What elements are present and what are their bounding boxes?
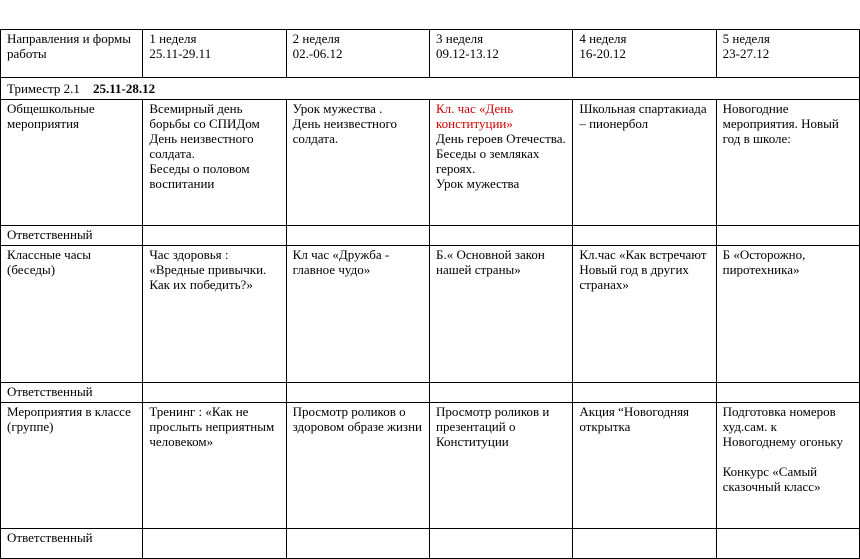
table-cell-week-3 bbox=[429, 100, 572, 226]
table-row bbox=[1, 100, 860, 226]
table-cell bbox=[573, 383, 716, 403]
table-row bbox=[1, 226, 860, 246]
week-5-dates: 23-27.12 bbox=[722, 46, 770, 61]
table-cell: Акция “Новогодняя открытка bbox=[573, 403, 716, 529]
table-cell: Всемирный день борьбы со СПИДом День неизвестного солдата. Беседы о половом воспитании bbox=[143, 100, 286, 226]
table-cell bbox=[573, 226, 716, 246]
table-cell bbox=[716, 529, 859, 559]
row-name: Общешкольные мероприятия bbox=[1, 100, 143, 226]
table-cell bbox=[716, 383, 859, 403]
table-cell bbox=[143, 529, 286, 559]
table-cell: Час здоровья : «Вредные привычки. Как их победить?» bbox=[143, 246, 286, 383]
event-list: День героев Отечества. Беседы о земляках героях. Урок мужества bbox=[435, 131, 566, 191]
week-4-label: 4 неделя bbox=[579, 31, 627, 46]
table-cell bbox=[286, 383, 429, 403]
week-3-label: 3 неделя bbox=[435, 31, 484, 46]
highlighted-event: Кл. час «День конституции» bbox=[435, 101, 514, 131]
header-week-3 bbox=[429, 30, 572, 78]
header-week-1 bbox=[143, 30, 286, 78]
table-cell bbox=[573, 529, 716, 559]
week-5-label: 5 неделя bbox=[722, 31, 770, 46]
table-cell: Б «Осторожно, пиротехника» bbox=[716, 246, 859, 383]
table-cell: Просмотр роликов и презентаций о Конституции bbox=[429, 403, 572, 529]
row-name: Классные часы (беседы) bbox=[1, 246, 143, 383]
term-label: Триместр 2.1 bbox=[7, 81, 80, 96]
header-week-2 bbox=[286, 30, 429, 78]
week-2-dates: 02.-06.12 bbox=[292, 46, 343, 61]
week-1-dates: 25.11-29.11 bbox=[149, 46, 212, 61]
table-cell: Новогодние мероприятия. Новый год в школе: bbox=[716, 100, 859, 226]
term-dates: 25.11-28.12 bbox=[93, 81, 156, 96]
header-row bbox=[1, 30, 860, 78]
week-4-dates: 16-20.12 bbox=[579, 46, 626, 61]
table-cell: Б.« Основной закон нашей страны» bbox=[429, 246, 572, 383]
table-cell bbox=[429, 226, 572, 246]
row-name: Ответственный bbox=[1, 529, 143, 559]
table-cell: Тренинг : «Как не прослыть неприятным человеком» bbox=[143, 403, 286, 529]
table-cell: Урок мужества . День неизвестного солдата. bbox=[286, 100, 429, 226]
week-3-dates: 09.12-13.12 bbox=[435, 46, 499, 61]
term-cell bbox=[1, 78, 860, 100]
table-cell bbox=[286, 529, 429, 559]
table-cell: Просмотр роликов о здоровом образе жизни bbox=[286, 403, 429, 529]
term-row bbox=[1, 78, 860, 100]
row-name: Мероприятия в классе (группе) bbox=[1, 403, 143, 529]
week-1-label: 1 неделя bbox=[149, 31, 197, 46]
table-cell bbox=[143, 383, 286, 403]
table-cell bbox=[429, 529, 572, 559]
header-week-4 bbox=[573, 30, 716, 78]
header-week-5 bbox=[716, 30, 859, 78]
table-cell: Кл.час «Как встречают Новый год в других странах» bbox=[573, 246, 716, 383]
table-cell bbox=[429, 383, 572, 403]
table-row bbox=[1, 529, 860, 559]
table-cell bbox=[143, 226, 286, 246]
table-row bbox=[1, 403, 860, 529]
table-cell bbox=[286, 226, 429, 246]
plan-table bbox=[0, 29, 860, 559]
row-name: Ответственный bbox=[1, 383, 143, 403]
header-directions: Направления и формы работы bbox=[1, 30, 143, 78]
week-2-label: 2 неделя bbox=[292, 31, 340, 46]
table-cell: Кл час «Дружба - главное чудо» bbox=[286, 246, 429, 383]
table-row bbox=[1, 383, 860, 403]
table-cell: Школьная спартакиада – пионербол bbox=[573, 100, 716, 226]
table-row bbox=[1, 246, 860, 383]
row-name: Ответственный bbox=[1, 226, 143, 246]
table-cell bbox=[716, 226, 859, 246]
table-cell: Подготовка номеров худ.сам. к Новогоднему огоньку Конкурс «Самый сказочный класс» bbox=[716, 403, 859, 529]
